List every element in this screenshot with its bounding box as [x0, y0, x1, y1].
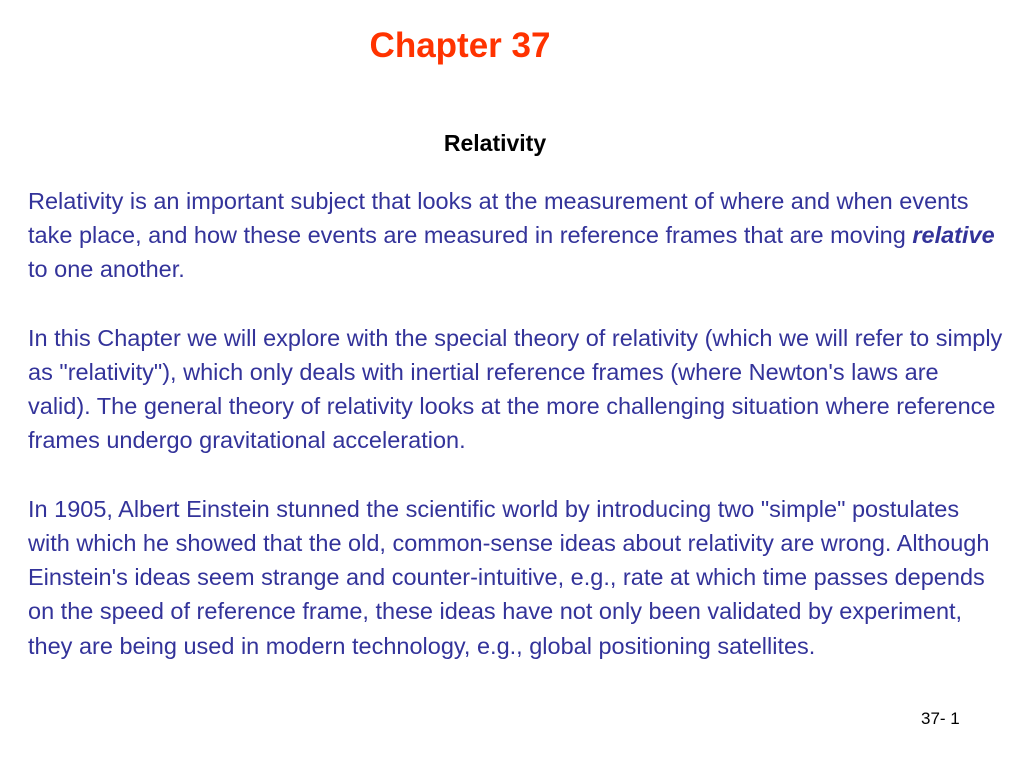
page-number: 37- 1 [921, 709, 960, 728]
slide-body [28, 184, 1003, 663]
paragraph-einstein: In 1905, Albert Einstein stunned the scientific world by introducing two "simple" postulates with which he showed that the old, common-sense ideas about relativity are wrong. Although Einstein's ideas seem strange and counter-intuitive, e.g., rate at which time passes depends on the speed of reference frame, these ideas have not only been validated by experiment, they are being used in modern technology, e.g., global positioning satellites. [28, 495, 990, 659]
emphasis-relative: relative [912, 222, 995, 249]
paragraph-special-theory: In this Chapter we will explore with the special theory of relativity (which we will refer to simply as "relativity"), which only deals with inertial reference frames (where Newton's laws are valid). The general theory of relativity looks at the more challenging situation where reference frames undergo gravitational acceleration. [28, 324, 1003, 454]
section-subtitle: Relativity [443, 130, 547, 156]
paragraph-intro [28, 184, 1003, 287]
chapter-title: Chapter 37 [369, 26, 551, 65]
paragraph-intro-text: Relativity is an important subject that looks at the measurement of where and when events take place, and how these events are measured in reference frames that are moving [28, 188, 969, 249]
paragraph-intro-tail: to one another. [28, 256, 185, 283]
